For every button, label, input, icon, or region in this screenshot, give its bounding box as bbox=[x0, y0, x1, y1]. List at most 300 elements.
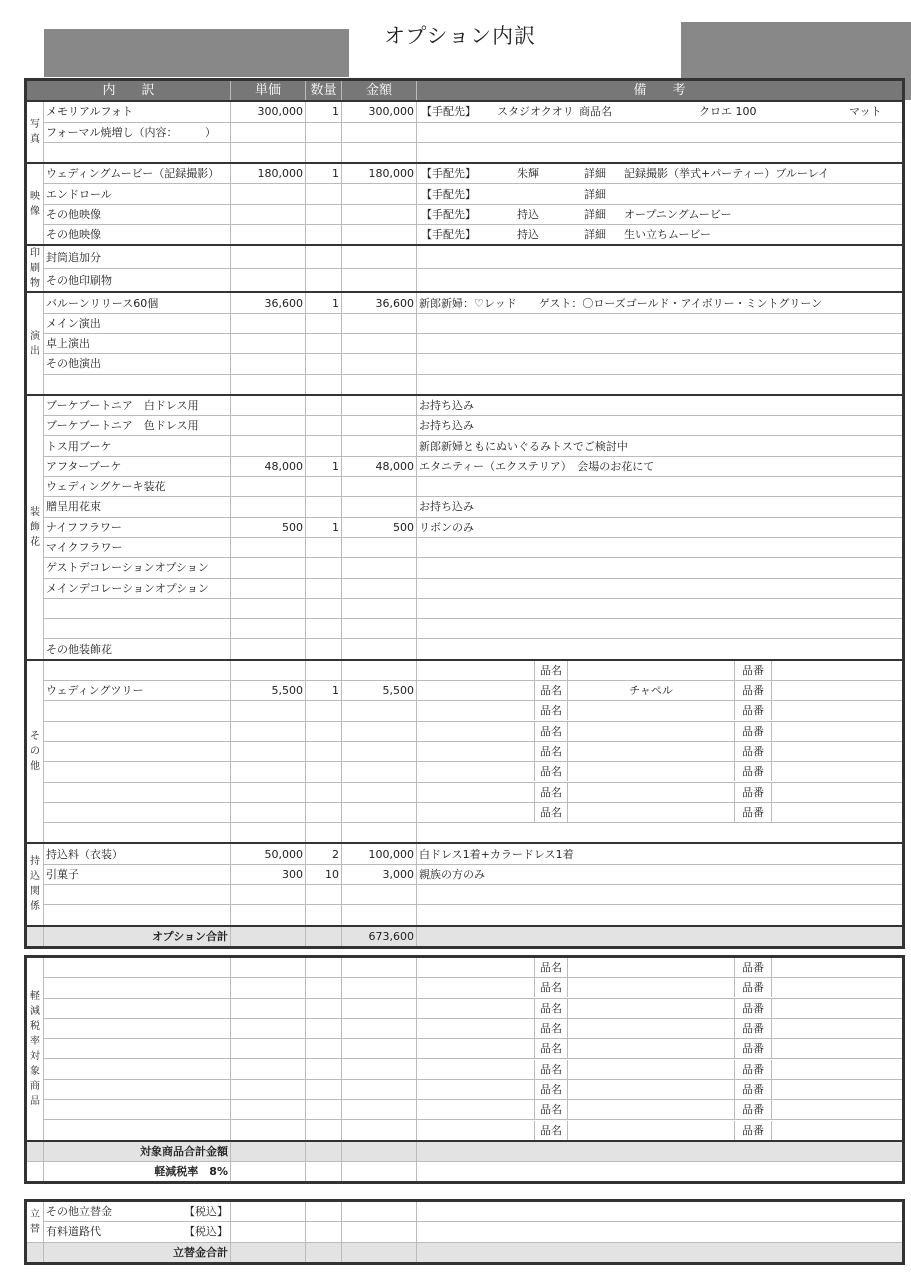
empty-cell bbox=[44, 1100, 231, 1120]
empty-cell bbox=[306, 1161, 342, 1182]
product-cell bbox=[417, 681, 904, 701]
quantity bbox=[306, 741, 342, 761]
item-name: 持込料（衣装） bbox=[44, 843, 231, 864]
table-row bbox=[26, 1059, 904, 1079]
empty-cell bbox=[417, 926, 904, 948]
product-name-value bbox=[568, 1019, 735, 1038]
note-part: 記録撮影（挙式+パーティー）ブルーレイ bbox=[624, 167, 830, 181]
table-row bbox=[26, 802, 904, 822]
item-name bbox=[44, 660, 231, 681]
empty-cell bbox=[44, 1018, 231, 1038]
table-row bbox=[26, 905, 904, 926]
quantity bbox=[306, 269, 342, 293]
unit-price: 180,000 bbox=[231, 163, 306, 184]
note-part: 持込 bbox=[517, 228, 540, 242]
empty-cell bbox=[306, 1222, 342, 1242]
table-row bbox=[26, 1201, 904, 1222]
quantity bbox=[306, 374, 342, 395]
empty-cell bbox=[342, 1120, 417, 1141]
option-total-label: オプション合計 bbox=[44, 926, 231, 948]
notes-cell bbox=[417, 225, 904, 246]
table-row bbox=[26, 864, 904, 884]
header-cell: 内 訳 bbox=[26, 80, 231, 102]
product-code-value bbox=[772, 1080, 902, 1099]
item-name: ブーケブートニア 色ドレス用 bbox=[44, 416, 231, 436]
notes-cell bbox=[417, 598, 904, 618]
product-name-label: 品名 bbox=[535, 742, 568, 761]
item-name: その他印刷物 bbox=[44, 269, 231, 293]
item-name bbox=[44, 762, 231, 782]
notes-cell bbox=[417, 101, 904, 122]
table-row bbox=[26, 1100, 904, 1120]
table-row bbox=[26, 701, 904, 721]
amount bbox=[342, 245, 417, 269]
spacer bbox=[417, 681, 535, 700]
advance-item bbox=[44, 1201, 231, 1222]
quantity bbox=[306, 660, 342, 681]
empty-cell bbox=[342, 998, 417, 1018]
product-code-label: 品番 bbox=[735, 1121, 772, 1140]
category-label: 立替 bbox=[26, 1201, 44, 1243]
empty-cell bbox=[231, 823, 306, 844]
empty-cell bbox=[231, 926, 306, 948]
amount: 180,000 bbox=[342, 163, 417, 184]
item-name: メインデコレーションオプション bbox=[44, 578, 231, 598]
empty-cell bbox=[417, 1141, 904, 1162]
item-name: 引菓子 bbox=[44, 864, 231, 884]
quantity bbox=[306, 598, 342, 618]
item-name: 贈呈用花束 bbox=[44, 497, 231, 517]
unit-price bbox=[231, 802, 306, 822]
product-code-label: 品番 bbox=[735, 978, 772, 997]
quantity: 1 bbox=[306, 681, 342, 701]
item-name: ウェディングツリー bbox=[44, 681, 231, 701]
product-cell bbox=[417, 1079, 904, 1099]
note-part: 【手配先】 bbox=[421, 105, 477, 119]
empty-cell bbox=[306, 1079, 342, 1099]
notes-cell bbox=[417, 537, 904, 557]
item-name: エンドロール bbox=[44, 184, 231, 204]
advance-item bbox=[44, 1222, 231, 1242]
product-cell bbox=[417, 978, 904, 998]
product-code-value bbox=[772, 978, 902, 997]
unit-price bbox=[231, 122, 306, 142]
empty-cell bbox=[417, 1222, 904, 1242]
product-grid bbox=[417, 1060, 902, 1079]
product-grid bbox=[417, 681, 902, 700]
quantity: 2 bbox=[306, 843, 342, 864]
table-row bbox=[26, 998, 904, 1018]
product-name-value bbox=[568, 722, 735, 741]
table-row bbox=[26, 122, 904, 142]
spacer bbox=[417, 1019, 535, 1038]
amount bbox=[342, 184, 417, 204]
product-code-value bbox=[772, 762, 902, 781]
empty-cell bbox=[44, 998, 231, 1018]
product-code-value bbox=[772, 661, 902, 680]
amount bbox=[342, 782, 417, 802]
product-code-value bbox=[772, 701, 902, 720]
empty-cell bbox=[342, 1039, 417, 1059]
product-grid bbox=[417, 999, 902, 1018]
table-row bbox=[26, 957, 904, 978]
product-cell bbox=[417, 660, 904, 681]
note-part: 【手配先】 bbox=[421, 187, 477, 201]
empty-cell bbox=[342, 1161, 417, 1182]
amount bbox=[342, 269, 417, 293]
spacer bbox=[417, 978, 535, 997]
empty-cell bbox=[306, 1018, 342, 1038]
header-cell: 金額 bbox=[342, 80, 417, 102]
empty-cell bbox=[26, 1141, 44, 1162]
table-row bbox=[26, 313, 904, 333]
notes-cell: エタニティー（エクステリア） 会場のお花にて bbox=[417, 456, 904, 476]
notes-cell bbox=[417, 245, 904, 269]
quantity bbox=[306, 701, 342, 721]
empty-cell bbox=[231, 1100, 306, 1120]
amount bbox=[342, 204, 417, 224]
quantity bbox=[306, 884, 342, 904]
product-code-label: 品番 bbox=[735, 803, 772, 822]
product-grid bbox=[417, 1121, 902, 1140]
table-row bbox=[26, 292, 904, 313]
amount bbox=[342, 354, 417, 374]
product-name-value bbox=[568, 762, 735, 781]
product-code-value bbox=[772, 1121, 902, 1140]
item-name: アフターブーケ bbox=[44, 456, 231, 476]
amount bbox=[342, 884, 417, 904]
note-part: 【手配先】 bbox=[421, 167, 477, 181]
note-part: 詳細 bbox=[584, 167, 607, 181]
product-grid bbox=[417, 661, 902, 680]
amount bbox=[342, 497, 417, 517]
unit-price bbox=[231, 333, 306, 353]
header-cell: 単価 bbox=[231, 80, 306, 102]
unit-price: 36,600 bbox=[231, 292, 306, 313]
quantity bbox=[306, 782, 342, 802]
table-row bbox=[26, 823, 904, 844]
product-name-label: 品名 bbox=[535, 999, 568, 1018]
empty-cell bbox=[231, 1059, 306, 1079]
product-name-label: 品名 bbox=[535, 803, 568, 822]
notes-cell bbox=[417, 639, 904, 660]
note-part: 【手配先】 bbox=[421, 207, 477, 221]
spacer bbox=[417, 783, 535, 802]
advance-item-name: その他立替金 bbox=[46, 1205, 112, 1219]
unit-price bbox=[231, 416, 306, 436]
notes-cell: お持ち込み bbox=[417, 497, 904, 517]
amount: 5,500 bbox=[342, 681, 417, 701]
spacer bbox=[417, 1080, 535, 1099]
reduced-total-label: 対象商品合計金額 bbox=[44, 1141, 231, 1162]
empty-cell bbox=[26, 1242, 44, 1263]
note-part: 朱輝 bbox=[517, 167, 540, 181]
empty-cell bbox=[306, 926, 342, 948]
category-label: その他 bbox=[26, 660, 44, 844]
category-label: 演出 bbox=[26, 292, 44, 394]
reduced-rate-row bbox=[26, 1161, 904, 1182]
quantity bbox=[306, 802, 342, 822]
unit-price bbox=[231, 782, 306, 802]
product-grid bbox=[417, 978, 902, 997]
unit-price bbox=[231, 905, 306, 926]
amount bbox=[342, 802, 417, 822]
product-name-value bbox=[568, 701, 735, 720]
product-code-value bbox=[772, 742, 902, 761]
table-row bbox=[26, 884, 904, 904]
table-row bbox=[26, 558, 904, 578]
category-label: 持込関係 bbox=[26, 843, 44, 925]
product-name-label: 品名 bbox=[535, 1039, 568, 1058]
product-name-value bbox=[568, 1060, 735, 1079]
reduced-tax-table bbox=[24, 955, 905, 1184]
empty-cell bbox=[342, 1201, 417, 1222]
empty-cell bbox=[306, 1059, 342, 1079]
option-breakdown-table bbox=[24, 78, 905, 949]
empty-cell bbox=[231, 1120, 306, 1141]
amount bbox=[342, 142, 417, 163]
product-cell bbox=[417, 1059, 904, 1079]
table-row bbox=[26, 978, 904, 998]
quantity bbox=[306, 122, 342, 142]
table-row bbox=[26, 1120, 904, 1141]
product-code-value bbox=[772, 958, 902, 977]
unit-price bbox=[231, 762, 306, 782]
empty-cell bbox=[342, 1059, 417, 1079]
item-name: ナイフフラワー bbox=[44, 517, 231, 537]
item-name bbox=[44, 802, 231, 822]
empty-cell bbox=[417, 823, 904, 844]
product-code-label: 品番 bbox=[735, 783, 772, 802]
notes-cell bbox=[417, 578, 904, 598]
product-code-value bbox=[772, 681, 902, 700]
amount bbox=[342, 436, 417, 456]
empty-cell bbox=[231, 957, 306, 978]
notes-cell bbox=[417, 142, 904, 163]
unit-price bbox=[231, 142, 306, 163]
empty-cell bbox=[44, 978, 231, 998]
empty-cell bbox=[306, 1141, 342, 1162]
item-name: バルーンリリース60個 bbox=[44, 292, 231, 313]
empty-cell bbox=[342, 957, 417, 978]
product-name-label: 品名 bbox=[535, 783, 568, 802]
product-cell bbox=[417, 802, 904, 822]
unit-price bbox=[231, 497, 306, 517]
amount bbox=[342, 639, 417, 660]
product-cell bbox=[417, 701, 904, 721]
quantity: 1 bbox=[306, 292, 342, 313]
notes-cell bbox=[417, 269, 904, 293]
empty-cell bbox=[306, 1242, 342, 1263]
amount: 100,000 bbox=[342, 843, 417, 864]
unit-price bbox=[231, 269, 306, 293]
item-name: マイクフラワー bbox=[44, 537, 231, 557]
empty-cell bbox=[306, 1201, 342, 1222]
empty-cell bbox=[342, 1141, 417, 1162]
item-name bbox=[44, 905, 231, 926]
note-part: オープニングムービー bbox=[624, 207, 732, 221]
item-name bbox=[44, 884, 231, 904]
product-code-label: 品番 bbox=[735, 661, 772, 680]
table-row bbox=[26, 1222, 904, 1242]
unit-price bbox=[231, 721, 306, 741]
quantity bbox=[306, 905, 342, 926]
product-code-value bbox=[772, 783, 902, 802]
quantity bbox=[306, 395, 342, 416]
empty-cell bbox=[231, 1018, 306, 1038]
notes-cell bbox=[417, 163, 904, 184]
item-name bbox=[44, 598, 231, 618]
product-name-value bbox=[568, 1039, 735, 1058]
product-name-label: 品名 bbox=[535, 661, 568, 680]
quantity bbox=[306, 436, 342, 456]
table-row bbox=[26, 101, 904, 122]
spacer bbox=[417, 803, 535, 822]
notes-cell bbox=[417, 619, 904, 639]
empty-cell bbox=[417, 1161, 904, 1182]
quantity bbox=[306, 497, 342, 517]
quantity bbox=[306, 416, 342, 436]
product-cell bbox=[417, 1039, 904, 1059]
amount bbox=[342, 578, 417, 598]
table-row bbox=[26, 333, 904, 353]
empty-cell bbox=[231, 1039, 306, 1059]
amount bbox=[342, 122, 417, 142]
product-grid bbox=[417, 1080, 902, 1099]
product-code-value bbox=[772, 1100, 902, 1119]
table-row bbox=[26, 142, 904, 163]
amount bbox=[342, 537, 417, 557]
unit-price: 48,000 bbox=[231, 456, 306, 476]
empty-cell bbox=[342, 1242, 417, 1263]
empty-cell bbox=[26, 1161, 44, 1182]
table-row bbox=[26, 225, 904, 246]
unit-price bbox=[231, 245, 306, 269]
quantity: 1 bbox=[306, 456, 342, 476]
notes-cell: 新郎新婦：♡レッド ゲスト：〇ローズゴールド・アイボリー・ミントグリーン bbox=[417, 292, 904, 313]
table-row bbox=[26, 843, 904, 864]
note-part: クロエ 100 bbox=[699, 105, 757, 119]
option-total-amount: 673,600 bbox=[342, 926, 417, 948]
empty-cell bbox=[231, 1141, 306, 1162]
table-row bbox=[26, 456, 904, 476]
tax-included-label: 【税込】 bbox=[184, 1225, 228, 1239]
product-name-value bbox=[568, 742, 735, 761]
spacer bbox=[417, 1121, 535, 1140]
table-row bbox=[26, 619, 904, 639]
item-name bbox=[44, 701, 231, 721]
product-code-label: 品番 bbox=[735, 1060, 772, 1079]
amount bbox=[342, 598, 417, 618]
table-header bbox=[26, 80, 904, 102]
unit-price bbox=[231, 477, 306, 497]
empty-cell bbox=[306, 998, 342, 1018]
item-name bbox=[44, 374, 231, 395]
quantity bbox=[306, 639, 342, 660]
product-name-value bbox=[568, 999, 735, 1018]
unit-price bbox=[231, 436, 306, 456]
reduced-rate-label: 軽減税率 8% bbox=[44, 1161, 231, 1182]
table-row bbox=[26, 374, 904, 395]
amount bbox=[342, 741, 417, 761]
table-row bbox=[26, 354, 904, 374]
spacer bbox=[417, 742, 535, 761]
spacer bbox=[417, 958, 535, 977]
unit-price: 300,000 bbox=[231, 101, 306, 122]
note-part: スタジオクオリ bbox=[497, 105, 574, 119]
notes-cell bbox=[417, 313, 904, 333]
notes-cell bbox=[417, 477, 904, 497]
amount bbox=[342, 313, 417, 333]
table-row bbox=[26, 660, 904, 681]
product-name-label: 品名 bbox=[535, 1060, 568, 1079]
product-cell bbox=[417, 762, 904, 782]
product-grid bbox=[417, 701, 902, 720]
note-part: 持込 bbox=[517, 207, 540, 221]
amount bbox=[342, 660, 417, 681]
product-cell bbox=[417, 957, 904, 978]
item-name: メイン演出 bbox=[44, 313, 231, 333]
unit-price bbox=[231, 598, 306, 618]
page-title: オプション内訳 bbox=[384, 24, 537, 48]
unit-price: 5,500 bbox=[231, 681, 306, 701]
item-name bbox=[44, 782, 231, 802]
product-name-value bbox=[568, 803, 735, 822]
empty-cell bbox=[44, 1120, 231, 1141]
product-name-label: 品名 bbox=[535, 722, 568, 741]
spacer bbox=[417, 1100, 535, 1119]
amount bbox=[342, 558, 417, 578]
notes-cell bbox=[417, 354, 904, 374]
amount: 3,000 bbox=[342, 864, 417, 884]
product-cell bbox=[417, 1100, 904, 1120]
item-name bbox=[44, 619, 231, 639]
header-cell: 備 考 bbox=[417, 80, 904, 102]
item-name: ウェディングムービー（記録撮影） bbox=[44, 163, 231, 184]
quantity bbox=[306, 537, 342, 557]
table-row bbox=[26, 436, 904, 456]
product-code-label: 品番 bbox=[735, 999, 772, 1018]
product-grid bbox=[417, 762, 902, 781]
notes-cell bbox=[417, 184, 904, 204]
product-name-value bbox=[568, 1080, 735, 1099]
item-name: その他演出 bbox=[44, 354, 231, 374]
product-name-label: 品名 bbox=[535, 958, 568, 977]
redacted-block-left bbox=[44, 29, 349, 77]
product-code-label: 品番 bbox=[735, 722, 772, 741]
empty-cell bbox=[306, 957, 342, 978]
table-row bbox=[26, 1018, 904, 1038]
tax-included-label: 【税込】 bbox=[184, 1205, 228, 1219]
amount: 500 bbox=[342, 517, 417, 537]
category-label: 印刷物 bbox=[26, 245, 44, 292]
unit-price bbox=[231, 354, 306, 374]
empty-cell bbox=[231, 978, 306, 998]
item-name bbox=[44, 741, 231, 761]
unit-price bbox=[231, 558, 306, 578]
empty-cell bbox=[231, 998, 306, 1018]
amount: 48,000 bbox=[342, 456, 417, 476]
product-code-label: 品番 bbox=[735, 762, 772, 781]
product-name-value: チャペル bbox=[568, 681, 735, 700]
product-code-label: 品番 bbox=[735, 1080, 772, 1099]
product-name-value bbox=[568, 783, 735, 802]
table-row bbox=[26, 395, 904, 416]
product-code-label: 品番 bbox=[735, 742, 772, 761]
notes-wrap bbox=[419, 205, 900, 224]
notes-cell bbox=[417, 122, 904, 142]
amount bbox=[342, 619, 417, 639]
